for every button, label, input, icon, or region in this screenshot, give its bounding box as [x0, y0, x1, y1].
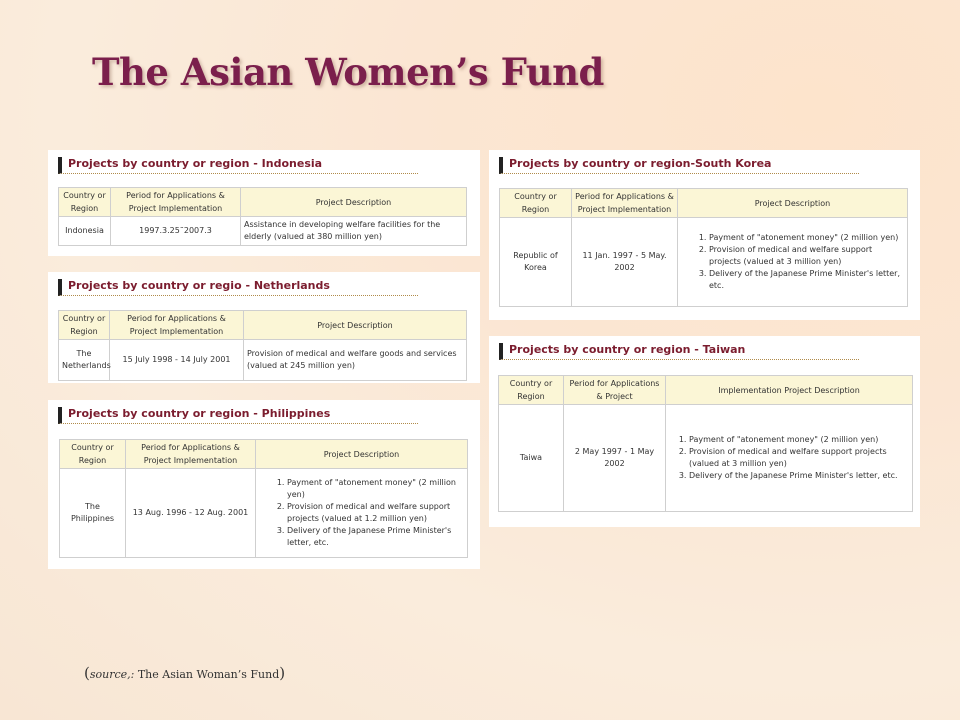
list-item: 1. Payment of "atonement money" (2 million yen) [709, 232, 904, 244]
source-label: source,: [89, 668, 135, 681]
country-cell: Indonesia [59, 217, 111, 246]
table-row [499, 405, 913, 512]
table-row [59, 340, 467, 381]
list-item: 1. Payment of "atonement money" (2 million yen) [689, 434, 909, 446]
project-table [58, 310, 467, 381]
panel-netherlands [48, 272, 480, 383]
table-header-row [500, 189, 908, 218]
column-header: Country or Region [499, 376, 564, 405]
column-header: Country or Region [500, 189, 572, 218]
list-item: 3. Delivery of the Japanese Prime Minister's letter, etc. [287, 525, 464, 549]
period-cell: 2 May 1997 - 1 May 2002 [564, 405, 666, 512]
column-header: Implementation Project Description [666, 376, 913, 405]
table-row [60, 469, 468, 558]
description-cell [666, 405, 913, 512]
column-header: Project Description [678, 189, 908, 218]
list-item: 3. Delivery of the Japanese Prime Minister's letter, etc. [689, 470, 909, 482]
period-cell: 1997.3.25˜2007.3 [111, 217, 241, 246]
description-cell [256, 469, 468, 558]
country-cell: The Netherlands [59, 340, 110, 381]
panel-philippines [48, 400, 480, 569]
period-cell: 13 Aug. 1996 - 12 Aug. 2001 [126, 469, 256, 558]
column-header: Period for Applications & Project Implementation [110, 311, 244, 340]
panel-heading: Projects by country or region - Indonesia [58, 157, 418, 174]
table-row [500, 218, 908, 307]
source-text: The Asian Woman’s Fund [134, 668, 280, 681]
panel-taiwan [489, 336, 920, 527]
column-header: Period for Applications & Project Implementation [111, 188, 241, 217]
open-paren: ( [84, 664, 90, 682]
project-table [498, 375, 913, 512]
column-header: Period for Applications & Project Implementation [572, 189, 678, 218]
project-table [58, 187, 467, 246]
list-item: 2. Provision of medical and welfare support projects (valued at 3 million yen) [709, 244, 904, 268]
description-cell: Provision of medical and welfare goods and services (valued at 245 million yen) [244, 340, 467, 381]
close-paren: ) [279, 664, 286, 682]
panel-south-korea [489, 150, 920, 320]
panel-indonesia [48, 150, 480, 256]
description-cell [678, 218, 908, 307]
column-header: Project Description [256, 440, 468, 469]
country-cell: The Philippines [60, 469, 126, 558]
table-row [59, 217, 467, 246]
period-cell: 15 July 1998 - 14 July 2001 [110, 340, 244, 381]
column-header: Project Description [241, 188, 467, 217]
table-header-row [499, 376, 913, 405]
column-header: Country or Region [59, 311, 110, 340]
column-header: Project Description [244, 311, 467, 340]
country-cell: Republic of Korea [500, 218, 572, 307]
column-header: Period for Applications & Project [564, 376, 666, 405]
country-cell: Taiwa [499, 405, 564, 512]
slide-title: The Asian Women’s Fund [92, 50, 604, 94]
column-header: Period for Applications & Project Implementation [126, 440, 256, 469]
project-table [499, 188, 908, 307]
list-item: 2. Provision of medical and welfare support projects (valued at 1.2 million yen) [287, 501, 464, 525]
panel-heading: Projects by country or regio - Netherlands [58, 279, 418, 296]
table-header-row [59, 188, 467, 217]
list-item: 1. Payment of "atonement money" (2 million yen) [287, 477, 464, 501]
description-list [669, 434, 909, 482]
source-citation [84, 664, 285, 682]
list-item: 3. Delivery of the Japanese Prime Minister's letter, etc. [709, 268, 904, 292]
list-item: 2. Provision of medical and welfare support projects (valued at 3 million yen) [689, 446, 909, 470]
description-cell: Assistance in developing welfare facilities for the elderly (valued at 380 million yen) [241, 217, 467, 246]
table-header-row [59, 311, 467, 340]
column-header: Country or Region [60, 440, 126, 469]
period-cell: 11 Jan. 1997 - 5 May. 2002 [572, 218, 678, 307]
panel-heading: Projects by country or region-South Korea [499, 157, 859, 174]
description-list [681, 232, 904, 292]
description-list [259, 477, 464, 549]
project-table [59, 439, 468, 558]
column-header: Country or Region [59, 188, 111, 217]
panel-heading: Projects by country or region - Taiwan [499, 343, 859, 360]
table-header-row [60, 440, 468, 469]
panel-heading: Projects by country or region - Philippines [58, 407, 418, 424]
